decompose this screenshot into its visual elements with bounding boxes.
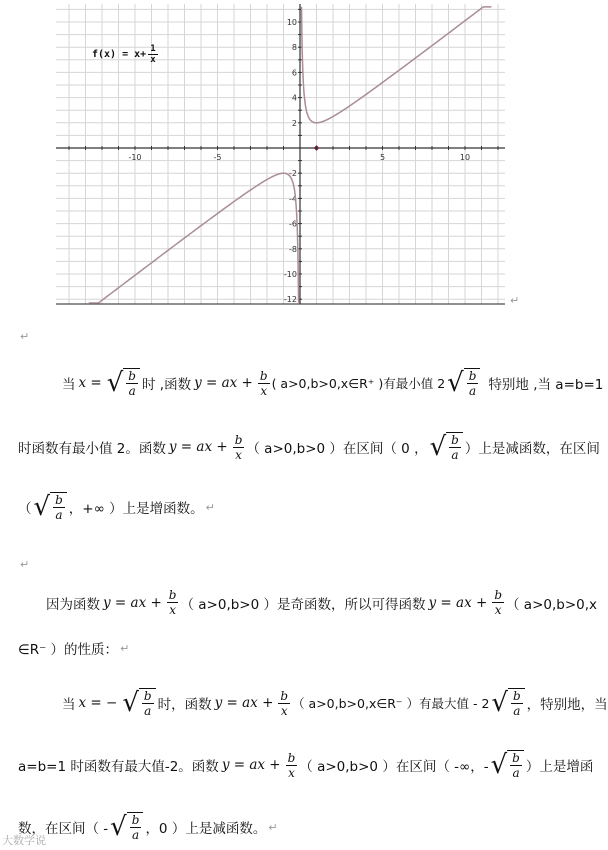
frac-den: x	[288, 765, 295, 780]
p1-line2	[18, 432, 600, 462]
frac-den: a	[144, 704, 152, 718]
frac-num: b	[280, 688, 289, 703]
return-mark: ↵	[510, 294, 520, 307]
return-mark: ↵	[120, 641, 130, 655]
p3-text: 时，函数	[157, 697, 212, 713]
p2-y-eq: y = ax +	[428, 594, 488, 611]
frac-b-over-x	[492, 588, 504, 617]
frac-num: b	[468, 369, 477, 383]
p3-text: （ a>0,b>0 ）在区间（ -∞，-	[299, 759, 489, 775]
return-mark: ↵	[20, 558, 30, 571]
frac-den: a	[128, 384, 136, 398]
frac-num: b	[451, 433, 459, 447]
p1-text: 当	[62, 377, 76, 393]
p3-line1	[62, 688, 608, 718]
frac-num: b	[143, 689, 152, 703]
y-tick-label: 6	[291, 68, 297, 78]
frac-den: a	[513, 704, 521, 718]
p3-line3	[18, 812, 278, 842]
graph-title-den: x	[150, 55, 156, 65]
sqrt-b-over-a: √ $\frac{b}{a}$	[34, 492, 67, 522]
frac-num: b	[287, 750, 296, 765]
p2-text: ∈R⁻ ）的性质：	[18, 642, 119, 658]
y-tick-label: 10	[286, 18, 297, 27]
y-tick-label: -4	[289, 194, 297, 204]
p3-text: ）上是增函	[525, 759, 594, 775]
y-tick-label: -2	[289, 169, 297, 179]
return-mark: ↵	[20, 330, 30, 343]
sqrt-b-over-a: √ $\frac{b}{a}$	[491, 750, 524, 780]
p1-text: 特别地 ,当 a=b=1	[488, 377, 604, 393]
frac-num: b	[512, 751, 520, 765]
frac-num: b	[234, 432, 243, 447]
frac-den: x	[169, 603, 177, 617]
x-tick-label: 10	[459, 153, 471, 162]
p3-text: 数，在区间（ -	[18, 821, 109, 837]
frac-den: a	[132, 828, 140, 842]
p2-text: （ a>0,b>0,x	[506, 596, 598, 613]
return-mark: ↵	[268, 820, 278, 834]
frac-den: a	[469, 384, 477, 398]
sqrt-b-over-a: √ $\frac{b}{a}$	[122, 688, 155, 718]
frac-num: b	[55, 493, 63, 507]
frac-num: b	[512, 689, 521, 703]
frac-den: x	[235, 447, 242, 462]
x-tick-label: 5	[379, 153, 386, 162]
p3-y-eq: y = ax +	[214, 695, 274, 711]
frac-num: b	[128, 369, 136, 383]
p1-text: （	[18, 501, 32, 517]
sqrt-b-over-a: √ $\frac{b}{a}$	[447, 368, 480, 398]
frac-b-over-x	[233, 433, 245, 462]
frac-den: x	[280, 703, 288, 718]
sqrt-b-over-a: √ $\frac{b}{a}$	[430, 432, 463, 462]
graph-title-lhs: f(x) = x+	[92, 49, 147, 60]
frac-den: x	[260, 383, 268, 398]
y-tick-label: 2	[291, 118, 297, 128]
p1-text: ，+∞ ）上是增函数。	[68, 501, 204, 517]
p1-line3	[18, 492, 215, 522]
frac-num: b	[494, 588, 502, 602]
p3-text: （ a>0,b>0,x∈R⁻ ）有最大值 - 2	[292, 696, 490, 711]
frac-b-over-x	[286, 751, 298, 780]
p3-x-eq: x = −	[78, 695, 118, 711]
sqrt-b-over-a: √ $\frac{b}{a}$	[107, 368, 140, 398]
p1-text: 时 ,函数	[141, 377, 192, 393]
y-tick-label: -10	[283, 270, 297, 279]
y-tick-label: -12	[283, 295, 297, 305]
frac-num: b	[168, 588, 177, 602]
p2-line2	[18, 638, 129, 658]
p3-text: ，特别地，当	[526, 697, 608, 713]
p1-text: 时函数有最小值 2。函数	[18, 441, 166, 457]
x-tick-label: -5	[213, 153, 222, 162]
p1-text: （ a>0,b>0 ）在区间（ 0 ，	[246, 441, 428, 457]
graph-title	[92, 44, 160, 65]
y-tick-label: -6	[289, 219, 297, 229]
sqrt-b-over-a: √ $\frac{b}{a}$	[491, 688, 524, 718]
p1-line1	[62, 368, 603, 398]
frac-den: a	[55, 508, 63, 522]
frac-den: a	[451, 448, 459, 462]
p2-y-eq: y = ax +	[103, 594, 162, 611]
frac-den: a	[512, 766, 520, 780]
y-tick-label: -8	[289, 244, 297, 254]
p1-y-eq: y = ax +	[168, 439, 228, 455]
p3-text: 当	[62, 697, 76, 713]
y-tick-label: 8	[291, 43, 297, 53]
frac-num: b	[131, 813, 140, 827]
frac-b-over-x	[258, 369, 270, 398]
p3-y-eq: y = ax +	[221, 757, 281, 773]
graph-title-num: 1	[150, 44, 156, 54]
p3-line2	[18, 750, 593, 780]
p3-text: ，0 ）上是减函数。	[145, 821, 267, 837]
function-graph	[0, 0, 520, 312]
p1-text: ）上是减函数，在区间	[464, 441, 600, 457]
frac-b-over-x	[167, 588, 179, 617]
p1-x-eq: x =	[78, 375, 102, 391]
frac-den: x	[494, 603, 502, 617]
p2-line1	[46, 588, 597, 617]
p1-y-eq: y = ax +	[194, 375, 253, 391]
sqrt-b-over-a: √ $\frac{b}{a}$	[110, 812, 143, 842]
return-mark: ↵	[205, 500, 215, 514]
y-tick-label: 4	[291, 93, 297, 103]
x-tick-label: -10	[128, 153, 142, 162]
p2-text: （ a>0,b>0 ）是奇函数，所以可得函数	[180, 596, 426, 613]
p2-text: 因为函数	[46, 596, 100, 613]
frac-b-over-x	[278, 689, 290, 718]
frac-num: b	[259, 368, 268, 383]
watermark: 大数学说	[2, 834, 46, 847]
p1-text: ( a>0,b>0,x∈R⁺ )有最小值 2	[271, 376, 446, 391]
p3-text: a=b=1 时函数有最大值-2。函数	[18, 759, 219, 775]
